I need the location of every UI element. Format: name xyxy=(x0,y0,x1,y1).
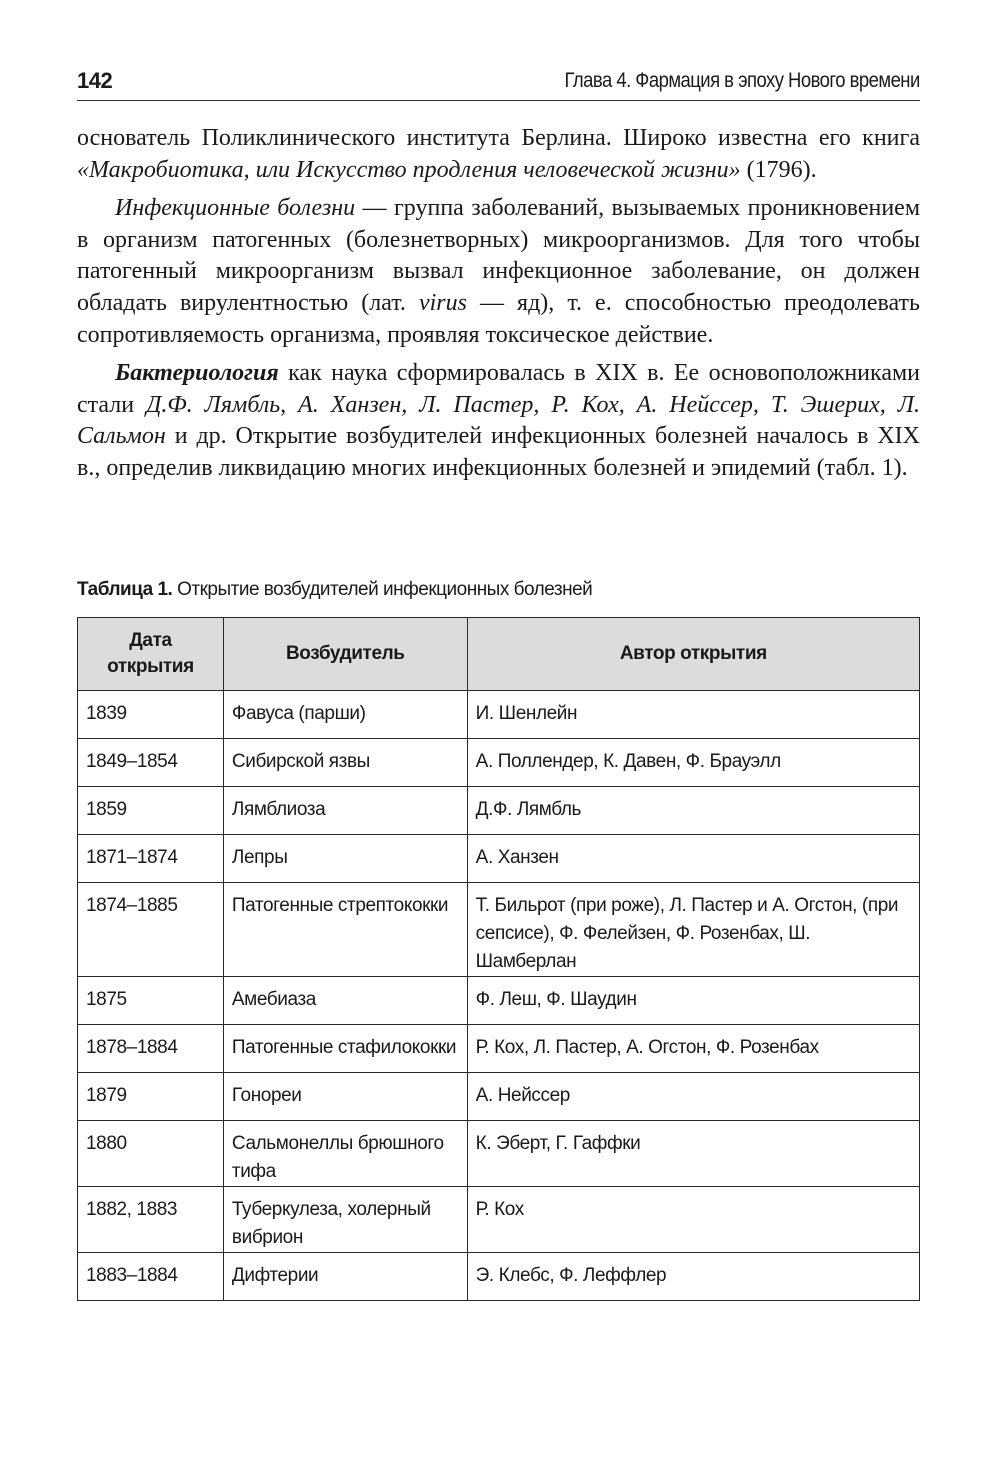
cell-author: К. Эберт, Г. Гаффки xyxy=(467,1121,919,1187)
term-bacteriology: Бактериология xyxy=(115,360,279,387)
paragraph-1: основатель Поликлинического института Берлина. Широко известна его книга «Макробиотика, или Искусство продления человеческой жизни» (1796). xyxy=(77,125,920,183)
cell-author: Ф. Леш, Ф. Шаудин xyxy=(467,977,919,1025)
founders-names: Д.Ф. Лямбль, А. Ханзен, Л. Пастер, Р. Кох, А. Нейссер, Т. Эшерих, Л. Сальмон xyxy=(77,391,920,450)
paragraph-2: Инфекционные болезни — группа заболеваний, вызываемых проникновением в организм патогенных (болезнетворных) микроорганизмов. Для того чтобы патогенный микроорганизм вызвал инфекционное заболевание, он должен обладать вирулентностью (лат. virus — яд), т. е. способностью преодолевать сопротивляемость организма, проявляя токсическое действие. xyxy=(77,195,921,348)
cell-author: Р. Кох xyxy=(467,1187,919,1253)
cell-date: 1859 xyxy=(78,787,224,835)
cell-author: Д.Ф. Лямбль xyxy=(467,787,919,835)
cell-author: Э. Клебс, Ф. Леффлер xyxy=(467,1253,919,1301)
cell-author: И. Шенлейн xyxy=(467,691,919,739)
cell-pathogen: Патогенные стрептококки xyxy=(223,883,467,977)
header-author: Автор открытия xyxy=(467,618,919,691)
cell-pathogen: Фавуса (парши) xyxy=(223,691,467,739)
cell-date: 1871–1874 xyxy=(78,835,224,883)
table-row xyxy=(78,1025,920,1073)
table-caption-label: Таблица 1. xyxy=(77,579,173,600)
cell-pathogen: Сальмонеллы брюшного тифа xyxy=(223,1121,467,1187)
cell-author: А. Ханзен xyxy=(467,835,919,883)
cell-date: 1874–1885 xyxy=(78,883,224,977)
cell-pathogen: Амебиаза xyxy=(223,977,467,1025)
cell-author: Т. Бильрот (при роже), Л. Пастер и А. Огстон, (при сепсисе), Ф. Фелейзен, Ф. Розенбах, Ш. Шамберлан xyxy=(467,883,919,977)
table-caption-text: Открытие возбудителей инфекционных болезней xyxy=(172,579,593,600)
table-caption xyxy=(77,579,592,601)
table-row xyxy=(78,835,920,883)
page-number: 142 xyxy=(77,68,113,93)
cell-pathogen: Лямблиоза xyxy=(223,787,467,835)
cell-date: 1882, 1883 xyxy=(78,1187,224,1253)
cell-pathogen: Дифтерии xyxy=(223,1253,467,1301)
cell-date: 1839 xyxy=(78,691,224,739)
table-row xyxy=(78,1073,920,1121)
term-infectious-diseases: Инфекционные болезни xyxy=(115,195,356,222)
table-row xyxy=(78,1121,920,1187)
cell-date: 1883–1884 xyxy=(78,1253,224,1301)
cell-author: А. Нейссер xyxy=(467,1073,919,1121)
body-text xyxy=(77,123,920,492)
page-header xyxy=(77,66,920,101)
cell-date: 1879 xyxy=(78,1073,224,1121)
table-row xyxy=(78,977,920,1025)
book-title: «Макробиотика, или Искусство продления человеческой жизни» xyxy=(77,156,741,183)
table-header-row xyxy=(78,618,920,691)
cell-author: А. Поллендер, К. Давен, Ф. Брауэлл xyxy=(467,739,919,787)
cell-pathogen: Патогенные стафилококки xyxy=(223,1025,467,1073)
table-row xyxy=(78,1253,920,1301)
header-date: Дата открытия xyxy=(78,618,224,691)
table-row xyxy=(78,739,920,787)
table-row xyxy=(78,883,920,977)
cell-author: Р. Кох, Л. Пастер, А. Огстон, Ф. Розенбах xyxy=(467,1025,919,1073)
cell-pathogen: Гонореи xyxy=(223,1073,467,1121)
table-row xyxy=(78,691,920,739)
cell-pathogen: Туберкулеза, холерный вибрион xyxy=(223,1187,467,1253)
table-row xyxy=(78,787,920,835)
table-row xyxy=(78,1187,920,1253)
cell-date: 1880 xyxy=(78,1121,224,1187)
paragraph-3: Бактериология как наука сформировалась в XIX в. Ее основоположниками стали Д.Ф. Лямбль, А. Ханзен, Л. Пастер, Р. Кох, А. Нейссер, Т. Эшерих, Л. Сальмон и др. Открытие возбудителей инфекционных болезней началось в XIX в., определив ликвидацию многих инфекционных болезней и эпидемий (табл. 1). xyxy=(77,360,920,481)
cell-date: 1849–1854 xyxy=(78,739,224,787)
cell-pathogen: Лепры xyxy=(223,835,467,883)
cell-date: 1875 xyxy=(78,977,224,1025)
cell-pathogen: Сибирской язвы xyxy=(223,739,467,787)
running-head: Глава 4. Фармация в эпоху Нового времени xyxy=(564,69,920,92)
cell-date: 1878–1884 xyxy=(78,1025,224,1073)
term-virus: virus xyxy=(418,289,467,316)
header-pathogen: Возбудитель xyxy=(223,618,467,691)
discoveries-table xyxy=(77,617,920,1301)
